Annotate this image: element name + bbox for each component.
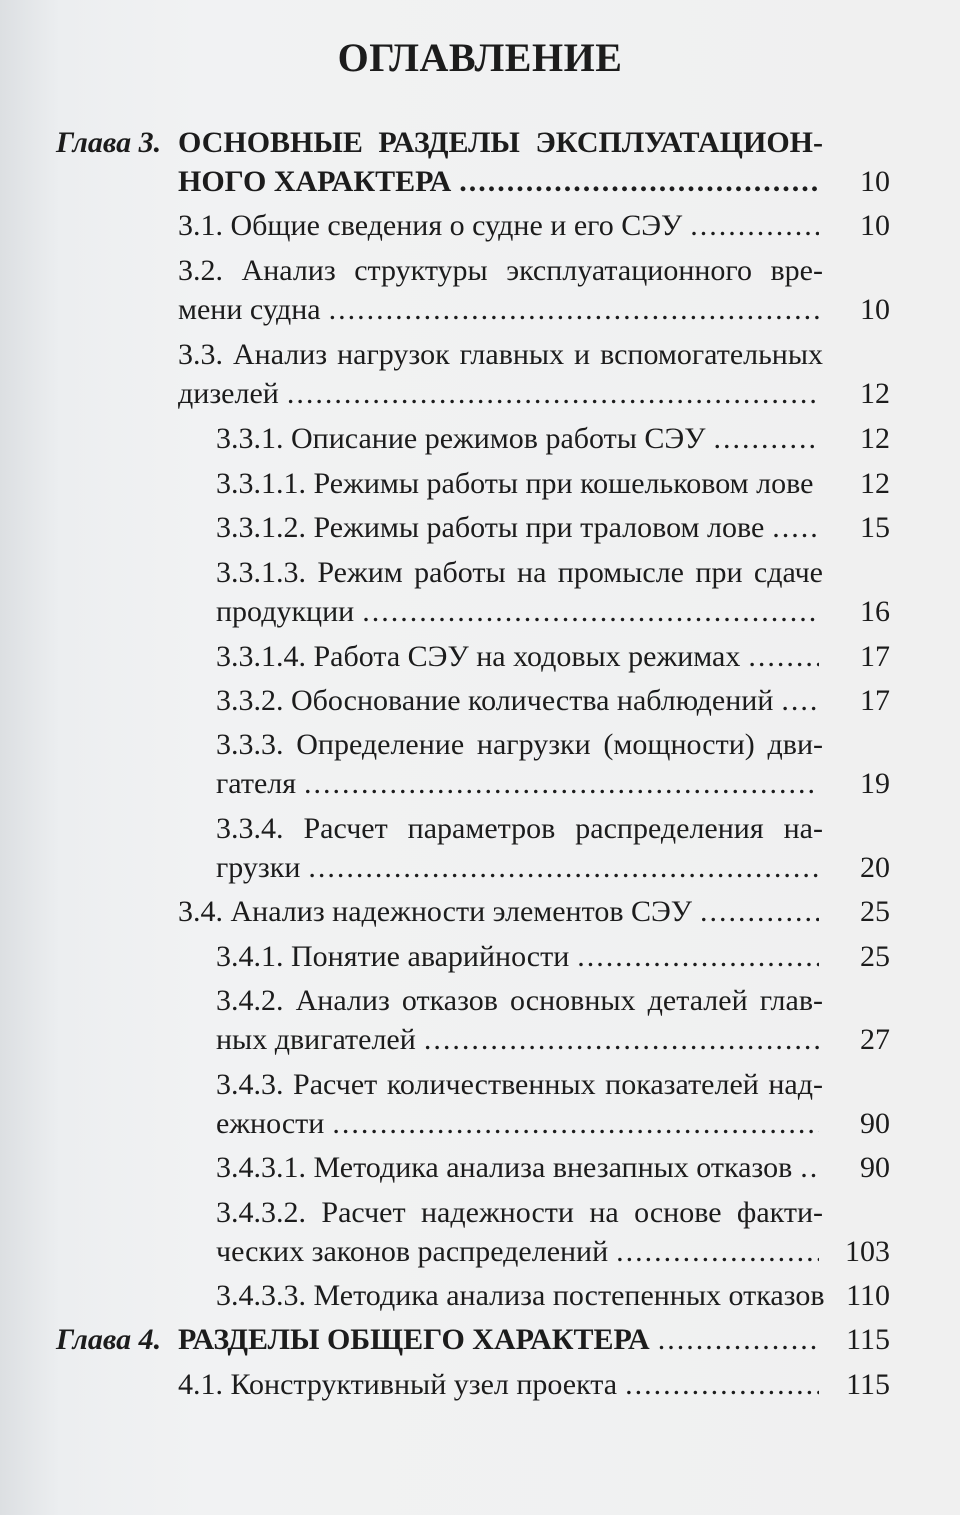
- page-number: 10: [860, 293, 890, 326]
- leader-dots: [625, 1364, 819, 1406]
- leader-dots: [772, 507, 819, 549]
- page-number: 12: [860, 467, 890, 500]
- toc-entry: мени судна .....: [178, 289, 823, 331]
- leader-dots: [748, 636, 819, 678]
- page-number: 12: [860, 377, 890, 410]
- toc-entry: 3.3.1.1. Режимы работы при кошельковом лове: [216, 467, 814, 500]
- chapter-label: Глава 4.: [56, 1323, 162, 1356]
- toc-entry: 3.1. Общие сведения о судне и его СЭУ .....: [178, 205, 823, 247]
- toc-entry: дизелей .....: [178, 373, 823, 415]
- toc-entry-line: 3.2. Анализ структуры эксплуатационного вре-: [178, 254, 823, 287]
- page-number: 27: [860, 1023, 890, 1056]
- chapter-title-line: РАЗДЕЛЫ ОБЩЕГО ХАРАКТЕРА .....: [178, 1319, 823, 1361]
- toc-entry-line: 3.3. Анализ нагрузок главных и вспомогательных: [178, 338, 823, 371]
- toc-entry: 3.3.1. Описание режимов работы СЭУ .....: [216, 418, 823, 460]
- toc-entry: 3.4. Анализ надежности элементов СЭУ .....: [178, 891, 823, 933]
- leader-dots: [700, 891, 819, 933]
- leader-dots: [424, 1019, 819, 1061]
- page-number: 25: [860, 940, 890, 973]
- toc-entry-line: 3.3.3. Определение нагрузки (мощности) дви-: [216, 728, 823, 761]
- page-number: 90: [860, 1151, 890, 1184]
- toc-entry: ных двигателей .....: [216, 1019, 823, 1061]
- page-title: ОГЛАВЛЕНИЕ: [337, 35, 623, 80]
- leader-dots: [616, 1231, 819, 1273]
- leader-dots: [332, 1103, 819, 1145]
- leader-dots: [329, 289, 819, 331]
- toc-entry-line: 3.4.3. Расчет количественных показателей над-: [216, 1068, 823, 1101]
- chapter-title-line: НОГО ХАРАКТЕРА .....: [178, 161, 823, 203]
- leader-dots: [287, 373, 819, 415]
- page-number: 103: [845, 1235, 890, 1268]
- toc-entry: ческих законов распределений .....: [216, 1231, 823, 1273]
- page-number: 12: [860, 422, 890, 455]
- page-number: 90: [860, 1107, 890, 1140]
- chapter-label: Глава 3.: [56, 126, 162, 159]
- leader-dots: [781, 680, 819, 722]
- toc-entry: 3.4.3.3. Методика анализа постепенных отказов: [216, 1279, 825, 1312]
- toc-entry: 3.3.1.4. Работа СЭУ на ходовых режимах .....: [216, 636, 823, 678]
- page-number: 25: [860, 895, 890, 928]
- page-number: 10: [860, 165, 890, 198]
- leader-dots: [690, 205, 819, 247]
- page-number: 16: [860, 595, 890, 628]
- leader-dots: [577, 936, 819, 978]
- page-number: 115: [846, 1368, 890, 1401]
- toc-entry: продукции .....: [216, 591, 823, 633]
- leader-dots: [713, 418, 819, 460]
- toc-entry: 3.4.1. Понятие аварийности .....: [216, 936, 823, 978]
- leader-dots: [459, 161, 819, 203]
- leader-dots: [304, 763, 819, 805]
- page-number: 17: [860, 640, 890, 673]
- toc-entry-line: 3.4.2. Анализ отказов основных деталей глав-: [216, 984, 823, 1017]
- page-number: 15: [860, 511, 890, 544]
- page-number: 110: [846, 1279, 890, 1312]
- toc-entry-line: 3.3.4. Расчет параметров распределения на-: [216, 812, 823, 845]
- toc-entry: 3.3.2. Обоснование количества наблюдений .....: [216, 680, 823, 722]
- chapter-title-line: ОСНОВНЫЕ РАЗДЕЛЫ ЭКСПЛУАТАЦИОН-: [178, 126, 823, 159]
- page-number: 17: [860, 684, 890, 717]
- leader-dots: [362, 591, 819, 633]
- page-number: 10: [860, 209, 890, 242]
- toc-entry: 3.4.3.1. Методика анализа внезапных отказов .....: [216, 1147, 823, 1189]
- toc-entry: 4.1. Конструктивный узел проекта .....: [178, 1364, 823, 1406]
- page-number: 20: [860, 851, 890, 884]
- toc-entry: гателя .....: [216, 763, 823, 805]
- leader-dots: [800, 1147, 819, 1189]
- page-number: 19: [860, 767, 890, 800]
- page-number: 115: [846, 1323, 890, 1356]
- toc-entry: грузки .....: [216, 847, 823, 889]
- leader-dots: [658, 1319, 819, 1361]
- toc-entry: ежности .....: [216, 1103, 823, 1145]
- toc-entry: 3.3.1.2. Режимы работы при траловом лове .....: [216, 507, 823, 549]
- toc-entry-line: 3.3.1.3. Режим работы на промысле при сдаче: [216, 556, 823, 589]
- leader-dots: [308, 847, 819, 889]
- toc-entry-line: 3.4.3.2. Расчет надежности на основе факти-: [216, 1196, 823, 1229]
